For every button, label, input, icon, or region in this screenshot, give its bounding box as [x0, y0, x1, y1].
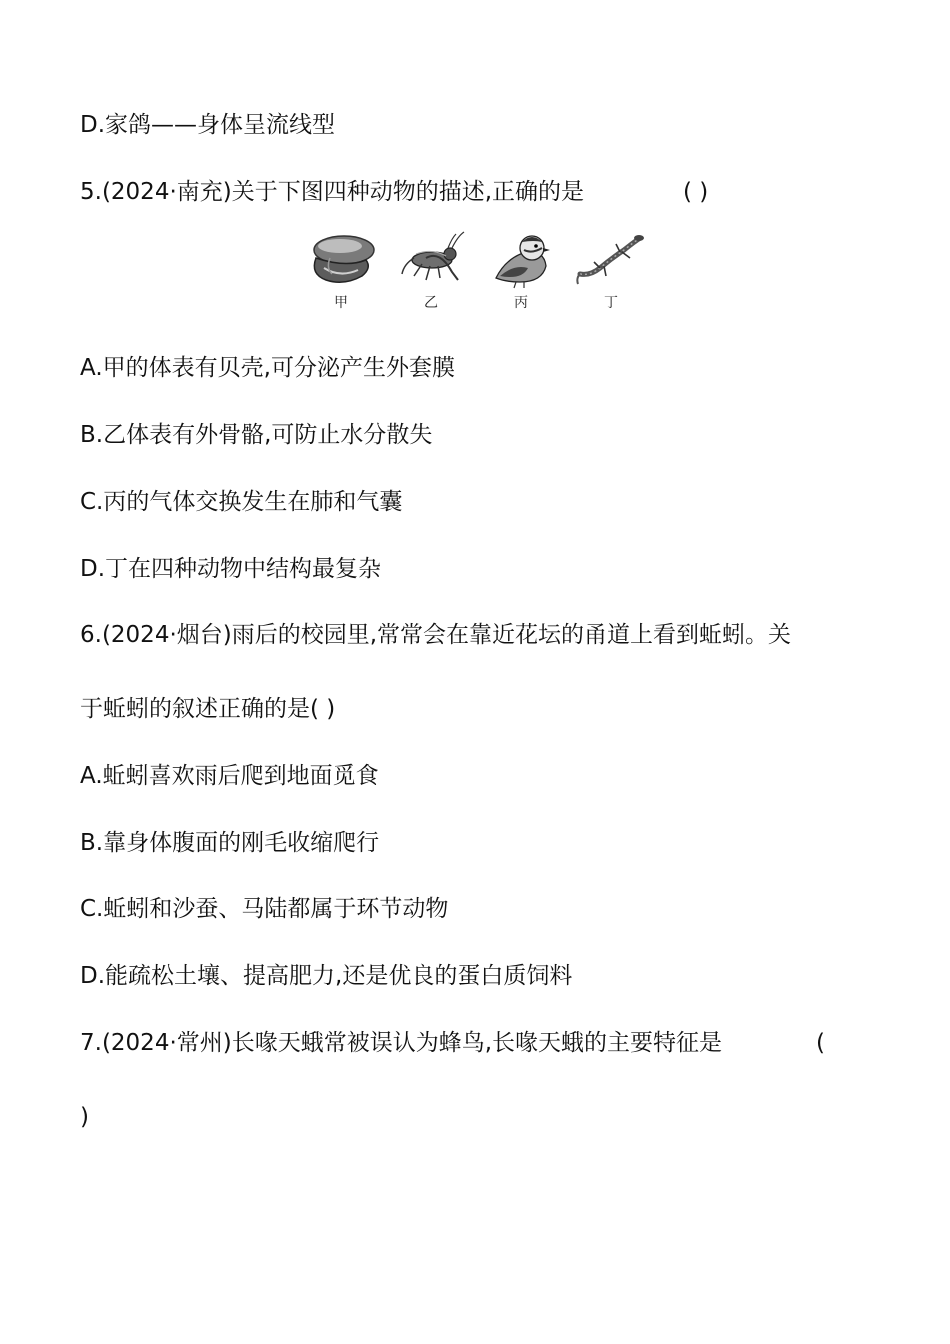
- q5-option-b: B.乙体表有外骨骼,可防止水分散失: [80, 422, 433, 448]
- q4-option-d: D.家鸽——身体呈流线型: [80, 112, 336, 138]
- q6-option-b: B.靠身体腹面的刚毛收缩爬行: [80, 830, 380, 856]
- q5-option-d: D.丁在四种动物中结构最复杂: [80, 556, 382, 582]
- q5-stem: 5.(2024·南充)关于下图四种动物的描述,正确的是: [80, 179, 585, 205]
- label-bing: 丙: [514, 295, 528, 311]
- q6-stem-line1: 6.(2024·烟台)雨后的校园里,常常会在靠近花坛的甬道上看到蚯蚓。关: [80, 622, 792, 648]
- q6-option-a: A.蚯蚓喜欢雨后爬到地面觅食: [80, 763, 379, 789]
- q5-answer-paren: ( ): [683, 179, 709, 205]
- q7-paren-close: ): [80, 1104, 89, 1130]
- bird-icon: [486, 228, 556, 290]
- clam-icon: [306, 228, 376, 290]
- grasshopper-icon: [396, 228, 466, 290]
- label-ding: 丁: [604, 295, 618, 311]
- q7-paren-open: (: [816, 1030, 825, 1056]
- q6-option-c: C.蚯蚓和沙蚕、马陆都属于环节动物: [80, 896, 449, 922]
- q5-animal-figure: [300, 228, 650, 320]
- q5-option-c: C.丙的气体交换发生在肺和气囊: [80, 489, 403, 515]
- q6-option-d: D.能疏松土壤、提高肥力,还是优良的蛋白质饲料: [80, 963, 573, 989]
- q7-stem: 7.(2024·常州)长喙天蛾常被误认为蜂鸟,长喙天蛾的主要特征是: [80, 1030, 723, 1056]
- lizard-icon: [576, 228, 646, 290]
- q5-option-a: A.甲的体表有贝壳,可分泌产生外套膜: [80, 355, 455, 381]
- label-jia: 甲: [334, 295, 348, 311]
- label-yi: 乙: [424, 295, 438, 311]
- q6-stem-line2: 于蚯蚓的叙述正确的是( ): [80, 696, 336, 722]
